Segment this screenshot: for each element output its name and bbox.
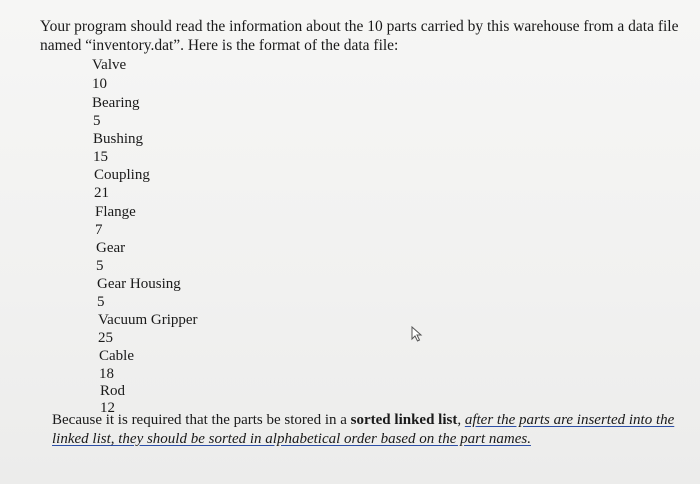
intro-line-1: Your program should read the information about the 10 parts carried by this warehouse from a data file <box>40 18 679 35</box>
intro-line-2: named “inventory.dat”. Here is the format of the data file: <box>40 37 399 54</box>
data-file-line: 10 <box>92 76 107 92</box>
outro-bold-term: sorted linked list <box>350 412 458 428</box>
outro-separator: , <box>457 412 465 428</box>
data-file-line: 5 <box>96 258 104 274</box>
outro-text: Because it is required that the parts be stored in a <box>52 412 351 428</box>
data-file-line: 15 <box>93 149 108 165</box>
mouse-cursor-icon <box>410 326 424 342</box>
data-file-line: Flange <box>95 204 136 220</box>
data-file-line: 12 <box>100 400 115 416</box>
outro-paragraph <box>52 411 692 449</box>
data-file-line: Rod <box>100 383 126 399</box>
outro-emphasis-2: linked list, they should be sorted in alphabetical order based on the part names. <box>52 431 531 447</box>
data-file-line: 5 <box>97 294 105 310</box>
data-file-line: Gear <box>96 240 126 256</box>
data-file-line: 5 <box>93 113 101 129</box>
data-file-line: Gear Housing <box>97 276 181 292</box>
data-file-line: Bearing <box>92 95 140 111</box>
data-file-line: 25 <box>98 330 113 346</box>
data-file-line: Cable <box>99 348 134 364</box>
data-file-line: Coupling <box>94 167 150 183</box>
data-file-line: 21 <box>94 185 109 201</box>
data-file-line: 7 <box>95 222 103 238</box>
outro-emphasis-1: after the parts are inserted into the <box>464 412 675 428</box>
data-file-line: Bushing <box>93 131 144 147</box>
data-file-line: 18 <box>99 366 114 382</box>
intro-paragraph <box>40 17 690 55</box>
data-file-line: Valve <box>92 57 127 73</box>
data-file-line: Vacuum Gripper <box>98 312 198 328</box>
